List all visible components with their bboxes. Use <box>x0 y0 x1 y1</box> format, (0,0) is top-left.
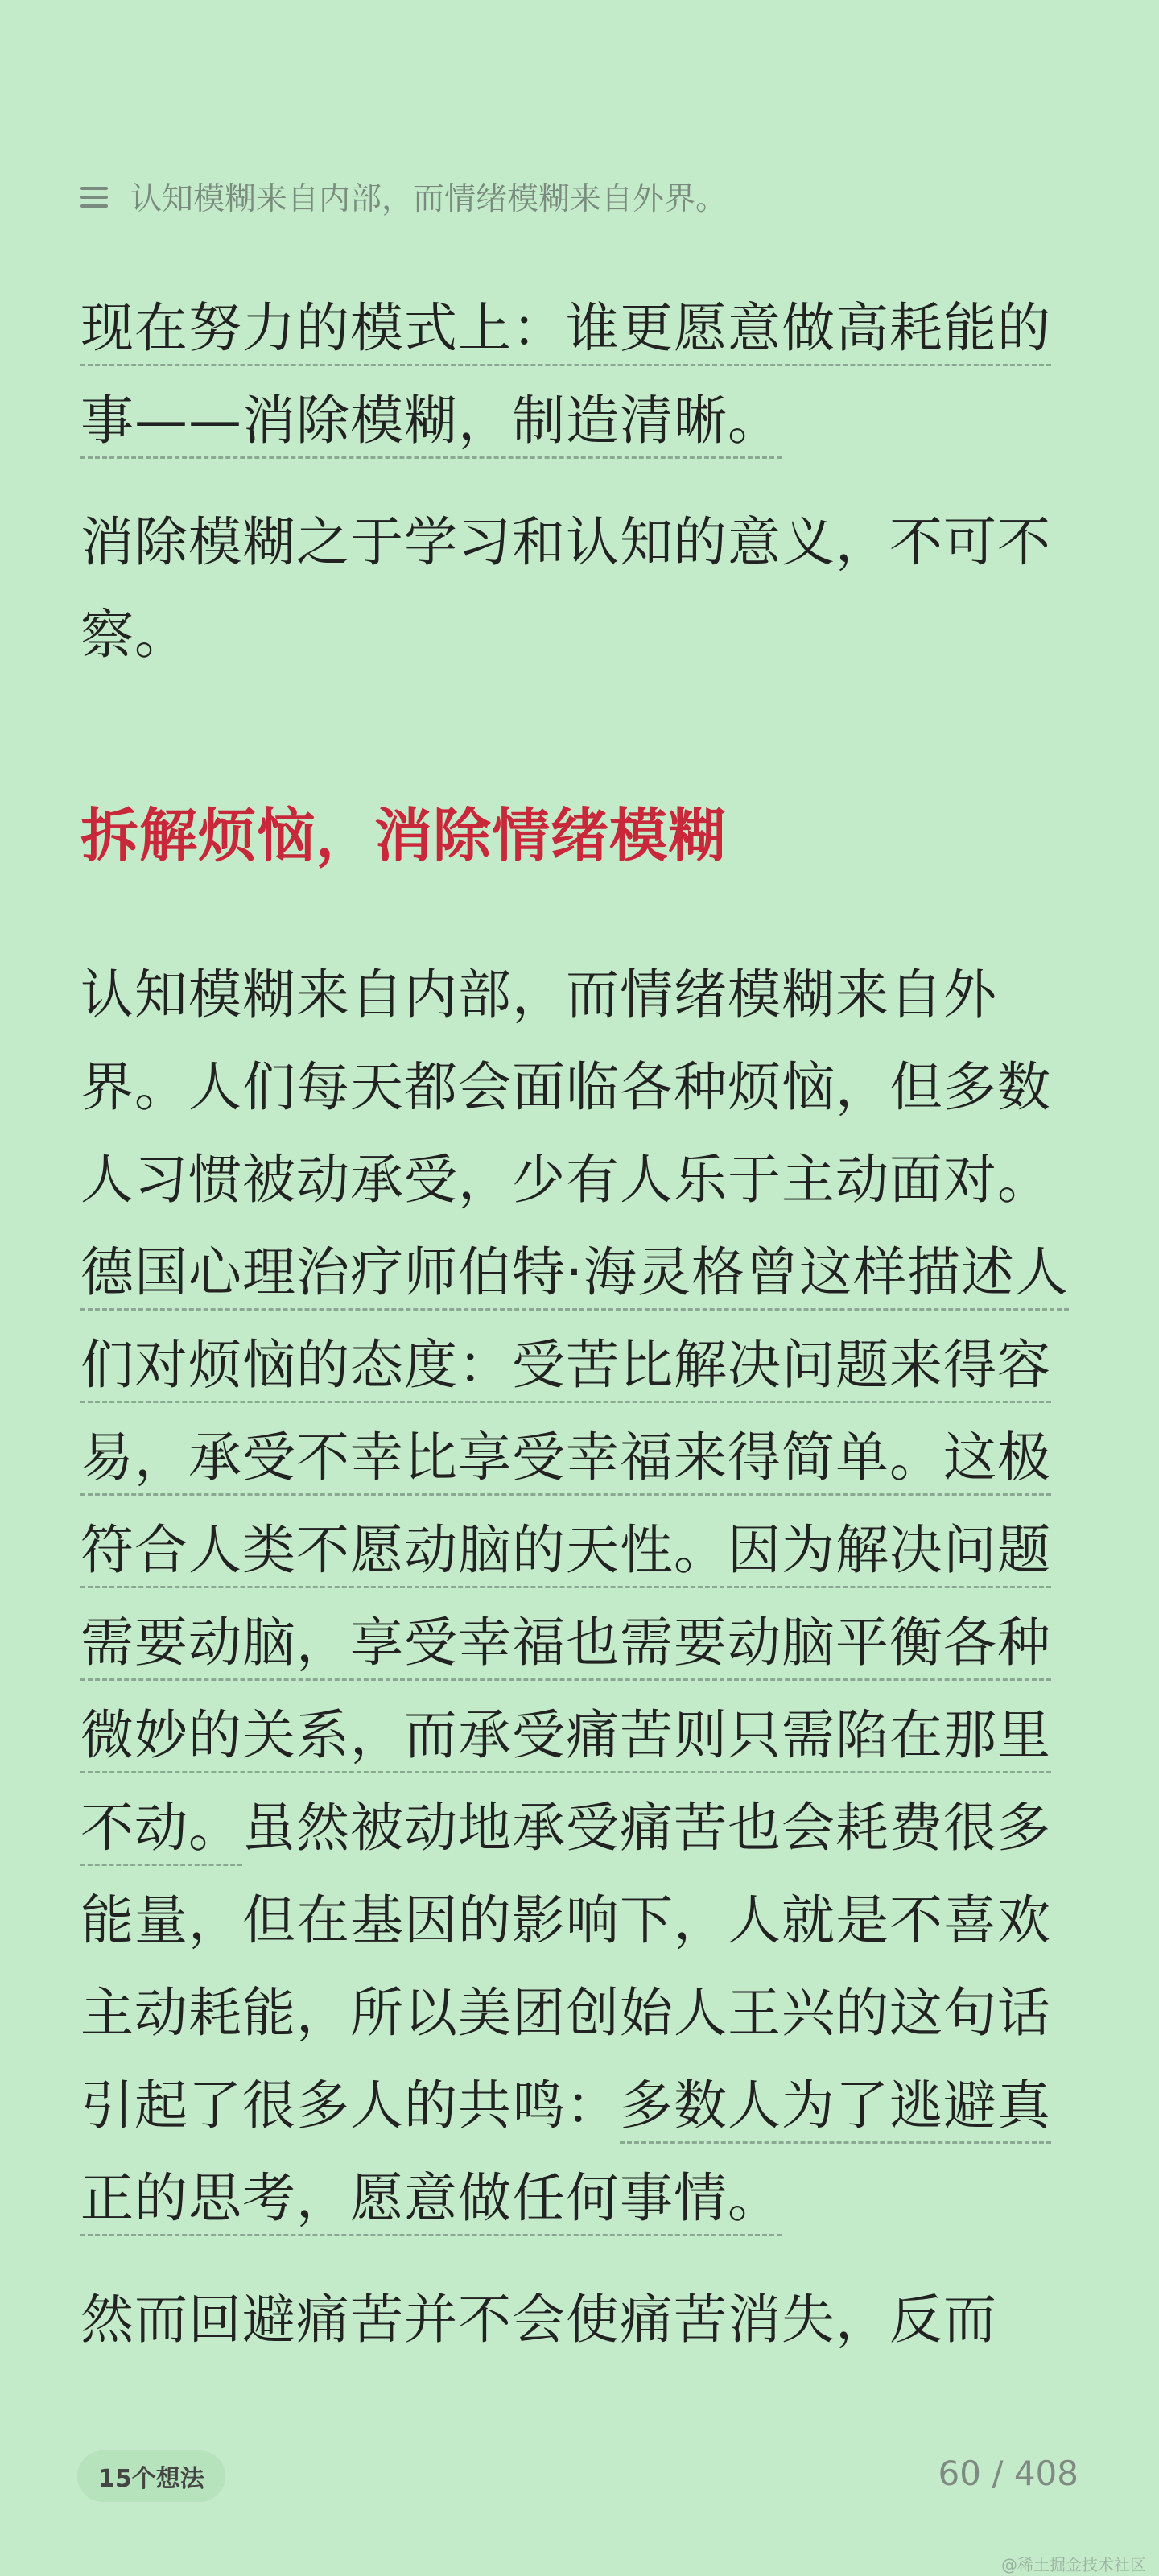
highlighted-text[interactable]: 多数人为了逃避真正的思考，愿意做任何事情。 <box>80 2074 1051 2236</box>
paragraph-3 <box>80 948 1079 2244</box>
watermark: @稀土掘金技术社区 <box>1001 2555 1146 2574</box>
highlighted-text[interactable]: 德国心理治疗师伯特·海灵格曾这样描述人们对烦恼的态度：受苦比解决问题来得容易，承受不幸比享受幸福来得简单。这极符合人类不愿动脑的天性。因为解决问题需要动脑，享受幸福也需要动脑平衡各种微妙的关系，而承受痛苦则只需陷在那里不动。 <box>80 1241 1069 1866</box>
page-indicator: 60 / 408 <box>938 2454 1079 2493</box>
section-heading: 拆解烦恼，消除情绪模糊 <box>80 801 728 869</box>
chapter-header[interactable] <box>80 172 727 221</box>
chapter-title: 认知模糊来自内部，而情绪模糊来自外界。 <box>130 181 728 217</box>
menu-icon[interactable] <box>80 184 113 208</box>
highlighted-text[interactable]: 现在努力的模式上：谁更愿意做高耗能的事——消除模糊，制造清晰。 <box>80 297 1051 459</box>
paragraph-1 <box>80 282 1079 467</box>
reading-content <box>80 282 1079 2366</box>
paragraph-3-text-2: 虽然被动地承受痛苦也会耗费很多能量，但在基因的影响下，人就是不喜欢主动耗能，所以美团创始人王兴的这句话引起了很多人的共鸣： <box>80 1797 1051 2136</box>
paragraph-2: 消除模糊之于学习和认知的意义，不可不察。 <box>80 511 1051 666</box>
ideas-button[interactable]: 15个想法 <box>77 2450 225 2502</box>
reader-footer <box>0 2447 1159 2512</box>
paragraph-4: 然而回避痛苦并不会使痛苦消失，反而 <box>80 2289 997 2351</box>
paragraph-3-text-1: 认知模糊来自内部，而情绪模糊来自外界。人们每天都会面临各种烦恼，但多数人习惯被动承受，少有人乐于主动面对。 <box>80 964 1051 1211</box>
